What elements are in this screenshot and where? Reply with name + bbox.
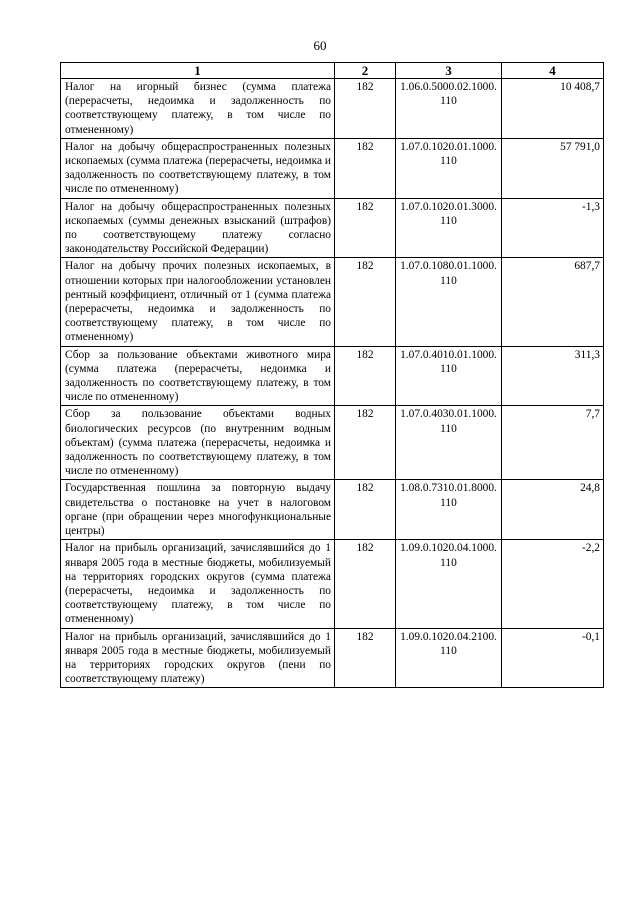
row-budget-code: 1.07.0.1080.01.1000.110: [396, 258, 502, 346]
row-description: Налог на добычу общераспространенных полезных ископаемых (суммы денежных взысканий (штрафов) по соответствующему платежу согласно законодательству Российской Федерации): [61, 198, 335, 258]
page-number: 60: [313, 38, 327, 53]
row-admin-code: 182: [335, 406, 396, 480]
row-budget-code: 1.07.0.1020.01.1000.110: [396, 138, 502, 198]
row-description: Сбор за пользование объектами животного мира (сумма платежа (перерасчеты, недоимка и задолженность по соответствующему платежу, в том числе по отмененному): [61, 346, 335, 406]
row-description: Налог на прибыль организаций, зачислявшийся до 1 января 2005 года в местные бюджеты, мобилизуемый на территориях городских округов (пени по соответствующему платежу): [61, 628, 335, 688]
row-budget-code: 1.07.0.4030.01.1000.110: [396, 406, 502, 480]
table-row: [61, 79, 604, 139]
row-admin-code: 182: [335, 346, 396, 406]
row-admin-code: 182: [335, 540, 396, 628]
table-row: [61, 138, 604, 198]
row-budget-code: 1.08.0.7310.01.8000.110: [396, 480, 502, 540]
row-budget-code: 1.07.0.1020.01.3000.110: [396, 198, 502, 258]
row-amount: 24,8: [502, 480, 604, 540]
row-admin-code: 182: [335, 480, 396, 540]
row-admin-code: 182: [335, 198, 396, 258]
table-row: [61, 540, 604, 628]
row-description: Государственная пошлина за повторную выдачу свидетельства о постановке на учет в налоговом органе (при обращении через многофункциональные центры): [61, 480, 335, 540]
table-row: [61, 198, 604, 258]
column-header-1: 1: [61, 63, 335, 79]
table-row: [61, 258, 604, 346]
row-description: Налог на прибыль организаций, зачислявшийся до 1 января 2005 года в местные бюджеты, мобилизуемый на территориях городских округов (сумма платежа (перерасчеты, недоимка и задолженность по соответствующему платежу, в том числе по отмененному): [61, 540, 335, 628]
table-row: [61, 406, 604, 480]
row-amount: -0,1: [502, 628, 604, 688]
row-budget-code: 1.09.0.1020.04.2100.110: [396, 628, 502, 688]
table-row: [61, 628, 604, 688]
row-budget-code: 1.06.0.5000.02.1000.110: [396, 79, 502, 139]
row-amount: 57 791,0: [502, 138, 604, 198]
column-header-2: 2: [335, 63, 396, 79]
row-amount: -1,3: [502, 198, 604, 258]
row-budget-code: 1.09.0.1020.04.1000.110: [396, 540, 502, 628]
row-budget-code: 1.07.0.4010.01.1000.110: [396, 346, 502, 406]
column-header-3: 3: [396, 63, 502, 79]
row-amount: 10 408,7: [502, 79, 604, 139]
row-amount: 311,3: [502, 346, 604, 406]
column-header-4: 4: [502, 63, 604, 79]
row-amount: -2,2: [502, 540, 604, 628]
row-admin-code: 182: [335, 138, 396, 198]
row-admin-code: 182: [335, 258, 396, 346]
row-description: Налог на добычу общераспространенных полезных ископаемых (сумма платежа (перерасчеты, недоимка и задолженность по соответствующему платежу, в том числе по отмененному): [61, 138, 335, 198]
revenue-table: [60, 62, 604, 688]
row-description: Налог на добычу прочих полезных ископаемых, в отношении которых при налогообложении установлен рентный коэффициент, отличный от 1 (сумма платежа (перерасчеты, недоимка и задолженность по соответствующему платежу, в том числе по отмененному): [61, 258, 335, 346]
table-body: [61, 79, 604, 688]
row-description: Налог на игорный бизнес (сумма платежа (перерасчеты, недоимка и задолженность по соответствующему платежу, в том числе по отмененному): [61, 79, 335, 139]
row-amount: 7,7: [502, 406, 604, 480]
row-admin-code: 182: [335, 79, 396, 139]
table-header-row: [61, 63, 604, 79]
row-amount: 687,7: [502, 258, 604, 346]
table-row: [61, 480, 604, 540]
table-row: [61, 346, 604, 406]
row-description: Сбор за пользование объектами водных биологических ресурсов (по внутренним водным объектам) (сумма платежа (перерасчеты, недоимка и задолженность по соответствующему платежу, в том числе по отмененному): [61, 406, 335, 480]
row-admin-code: 182: [335, 628, 396, 688]
